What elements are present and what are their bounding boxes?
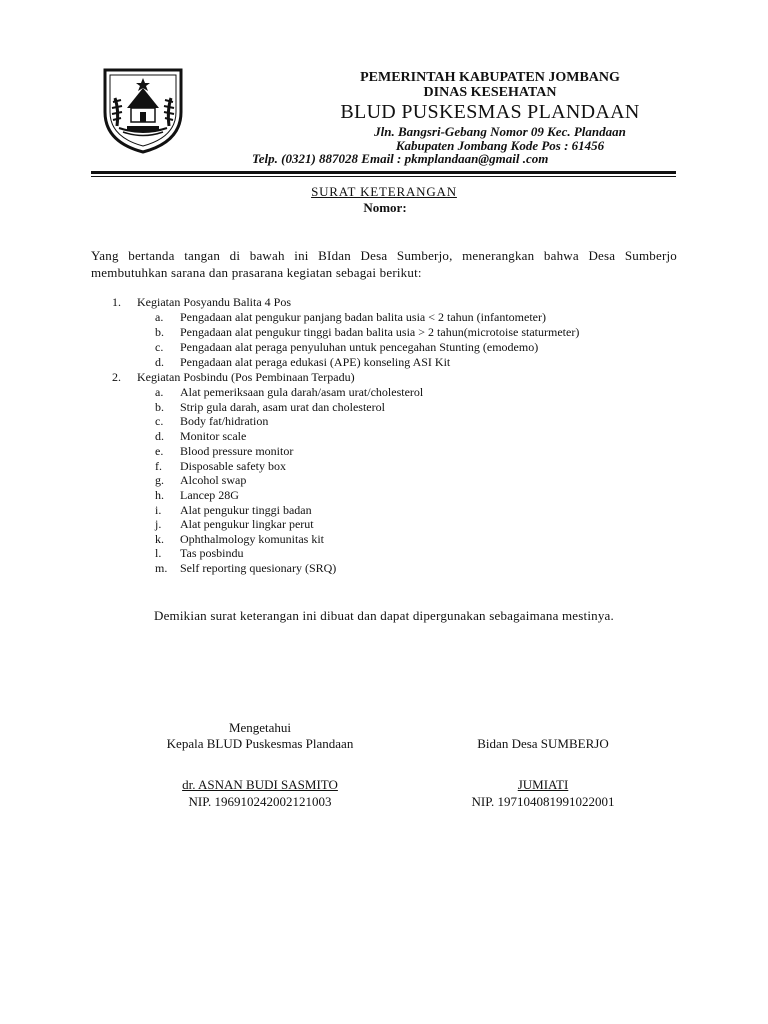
letter-title-text: SURAT KETERANGAN	[311, 184, 457, 199]
list-item: b. Strip gula darah, asam urat dan cholesterol	[155, 400, 385, 414]
list-item: c. Body fat/hidration	[155, 414, 269, 428]
letterhead-government: PEMERINTAH KABUPATEN JOMBANG	[360, 70, 620, 85]
list-item: f. Disposable safety box	[155, 459, 286, 473]
section-heading-text: Kegiatan Posbindu (Pos Pembinaan Terpadu)	[137, 370, 355, 384]
letter-title	[0, 184, 768, 200]
list-item: a. Alat pemeriksaan gula darah/asam urat/cholesterol	[155, 385, 424, 399]
list-item: i. Alat pengukur tinggi badan	[155, 503, 312, 517]
section-number: 1.	[112, 295, 121, 309]
section-heading	[112, 295, 291, 310]
letter-number-label: Nomor:	[363, 200, 407, 215]
signature-right-name: JUMIATI	[517, 777, 569, 792]
section-heading-text: Kegiatan Posyandu Balita 4 Pos	[137, 295, 291, 309]
letterhead-institution: BLUD PUSKESMAS PLANDAAN	[340, 101, 640, 123]
letterhead-department: DINAS KESEHATAN	[423, 85, 557, 100]
signature-left-nip: NIP. 196910242002121003	[188, 794, 332, 809]
intro-paragraph: Yang bertanda tangan di bawah ini BIdan Desa Sumberjo, menerangkan bahwa Desa Sumberjo membutuhkan sarana dan prasarana kegiatan sebagai berikut:	[91, 248, 677, 280]
list-item: l. Tas posbindu	[155, 546, 244, 560]
letterhead-divider-thin	[91, 176, 676, 177]
signature-acknowledged: Mengetahui	[228, 720, 292, 735]
list-item: h. Lancep 28G	[155, 488, 239, 502]
signature-left-name: dr. ASNAN BUDI SASMITO	[182, 777, 338, 792]
list-item: e. Blood pressure monitor	[155, 444, 294, 458]
list-item: d. Pengadaan alat peraga edukasi (APE) konseling ASI Kit	[155, 355, 451, 369]
signature-right-position: Bidan Desa SUMBERJO	[477, 736, 609, 751]
list-item: b. Pengadaan alat pengukur tinggi badan balita usia > 2 tahun(microtoise staturmeter)	[155, 325, 580, 339]
list-item: j. Alat pengukur lingkar perut	[155, 517, 314, 531]
signature-left-position: Kepala BLUD Puskesmas Plandaan	[166, 736, 354, 751]
list-item: a. Pengadaan alat pengukur panjang badan balita usia < 2 tahun (infantometer)	[155, 310, 546, 324]
jombang-regency-emblem-icon	[97, 66, 189, 154]
letterhead-divider-thick	[91, 171, 676, 174]
letterhead-contact: Telp. (0321) 887028 Email : pkmplandaan@gmail .com	[252, 151, 549, 166]
list-item: c. Pengadaan alat peraga penyuluhan untuk pencegahan Stunting (emodemo)	[155, 340, 539, 354]
letterhead-address-line1: Jln. Bangsri-Gebang Nomor 09 Kec. Plandaan	[374, 124, 626, 139]
list-item: k. Ophthalmology komunitas kit	[155, 532, 324, 546]
list-item: m. Self reporting quesionary (SRQ)	[155, 561, 337, 575]
letterhead-address-line2: Kabupaten Jombang Kode Pos : 61456	[395, 138, 605, 153]
list-item: g. Alcohol swap	[155, 473, 247, 487]
section-heading	[112, 370, 355, 385]
section-number: 2.	[112, 370, 121, 384]
closing-paragraph: Demikian surat keterangan ini dibuat dan dapat dipergunakan sebagaimana mestinya.	[154, 608, 614, 623]
list-item: d. Monitor scale	[155, 429, 247, 443]
signature-right-nip: NIP. 197104081991022001	[471, 794, 615, 809]
